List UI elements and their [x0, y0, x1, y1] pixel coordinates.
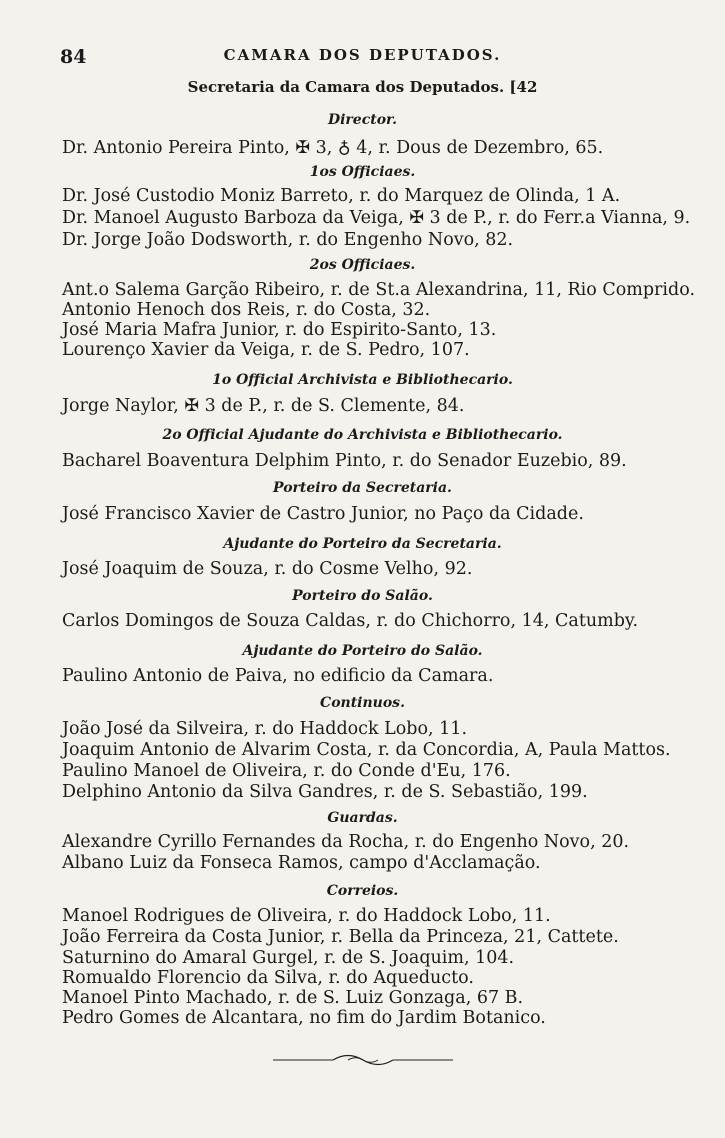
section-heading: 1os Officiaes. [309, 164, 416, 180]
entry: Dr. José Custodio Moniz Barreto, r. do Marquez de Olinda, 1 A. [62, 186, 621, 206]
section-heading: 1o Official Archivista e Bibliothecario. [212, 372, 513, 388]
entry: João Ferreira da Costa Junior, r. Bella da Princeza, 21, Cattete. [62, 927, 619, 947]
entry: Lourenço Xavier da Veiga, r. de S. Pedro, 107. [62, 340, 470, 360]
section-title: Secretaria da Camara dos Deputados. [42 [187, 78, 538, 96]
entry: Dr. Antonio Pereira Pinto, ✠ 3, ♁ 4, r. Dous de Dezembro, 65. [62, 138, 604, 158]
section-heading: Porteiro da Secretaria. [273, 480, 452, 496]
entry: José Joaquim de Souza, r. do Cosme Velho, 92. [62, 559, 473, 579]
entry: Pedro Gomes de Alcantara, no fim do Jardim Botanico. [62, 1008, 546, 1028]
entry: Antonio Henoch dos Reis, r. do Costa, 32. [62, 300, 431, 320]
section-heading: 2o Official Ajudante do Archivista e Bibliothecario. [162, 427, 563, 443]
section-heading: Ajudante do Porteiro do Salão. [242, 643, 483, 659]
entry: Dr. Manoel Augusto Barboza da Veiga, ✠ 3 de P., r. do Ferr.a Vianna, 9. [62, 208, 691, 228]
section-heading: Ajudante do Porteiro da Secretaria. [223, 536, 502, 552]
entry: Bacharel Boaventura Delphim Pinto, r. do Senador Euzebio, 89. [62, 451, 627, 471]
page-number: 84 [60, 46, 87, 68]
flourish-icon [273, 1052, 453, 1068]
section-heading: Continuos. [320, 695, 405, 711]
section-heading: Director. [327, 112, 398, 128]
entry: Dr. Jorge João Dodsworth, r. do Engenho Novo, 82. [62, 230, 514, 250]
entry: Jorge Naylor, ✠ 3 de P., r. de S. Clemente, 84. [62, 396, 465, 416]
entry: Manoel Pinto Machado, r. de S. Luiz Gonzaga, 67 B. [62, 988, 524, 1008]
entry: Alexandre Cyrillo Fernandes da Rocha, r. do Engenho Novo, 20. [62, 832, 630, 852]
entry: Ant.o Salema Garção Ribeiro, r. de St.a Alexandrina, 11, Rio Comprido. [62, 280, 696, 300]
section-heading: Correios. [326, 883, 399, 899]
entry: João José da Silveira, r. do Haddock Lobo, 11. [62, 719, 468, 739]
section-heading: Guardas. [327, 810, 398, 826]
entry: Albano Luiz da Fonseca Ramos, campo d'Acclamação. [62, 853, 541, 873]
running-title: CAMARA DOS DEPUTADOS. [223, 46, 502, 64]
entry: José Francisco Xavier de Castro Junior, no Paço da Cidade. [62, 504, 584, 524]
entry: José Maria Mafra Junior, r. do Espirito-Santo, 13. [62, 320, 497, 340]
entry: Paulino Manoel de Oliveira, r. do Conde d'Eu, 176. [62, 761, 511, 781]
ornament-divider [0, 1052, 725, 1072]
entry: Paulino Antonio de Paiva, no edificio da Camara. [62, 666, 494, 686]
section-heading: Porteiro do Salão. [292, 588, 433, 604]
entry: Carlos Domingos de Souza Caldas, r. do Chichorro, 14, Catumby. [62, 611, 639, 631]
entry: Manoel Rodrigues de Oliveira, r. do Haddock Lobo, 11. [62, 906, 551, 926]
entry: Romualdo Florencio da Silva, r. do Aqueducto. [62, 968, 474, 988]
section-heading: 2os Officiaes. [309, 257, 416, 273]
entry: Delphino Antonio da Silva Gandres, r. de S. Sebastião, 199. [62, 782, 588, 802]
entry: Joaquim Antonio de Alvarim Costa, r. da Concordia, A, Paula Mattos. [62, 740, 671, 760]
entry: Saturnino do Amaral Gurgel, r. de S. Joaquim, 104. [62, 948, 515, 968]
